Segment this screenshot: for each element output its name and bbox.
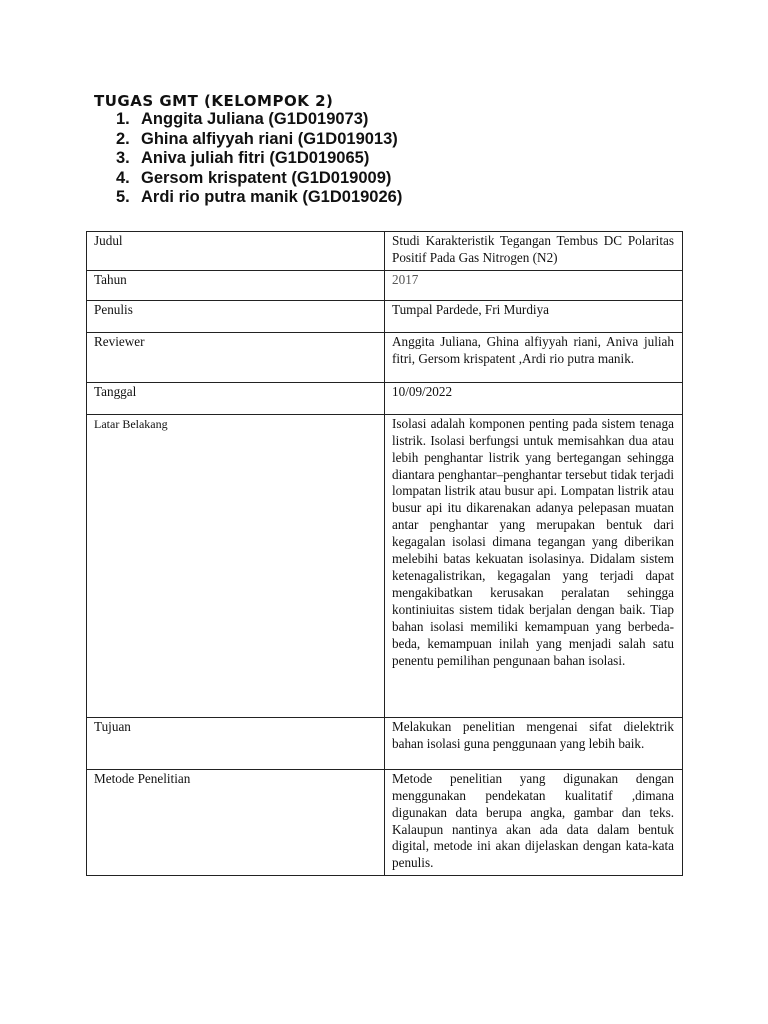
member-name: Anggita Juliana (G1D019073) bbox=[141, 110, 369, 128]
member-number: 2. bbox=[116, 129, 130, 148]
table-row-tujuan bbox=[87, 717, 683, 769]
member-item bbox=[116, 188, 402, 208]
row-label: Latar Belakang bbox=[87, 414, 385, 717]
assignment-heading: TUGAS GMT (KELOMPOK 2) bbox=[94, 92, 334, 110]
table-row-penulis bbox=[87, 300, 683, 332]
row-label: Tanggal bbox=[87, 382, 385, 414]
row-value: 10/09/2022 bbox=[385, 382, 683, 414]
row-value: 2017 bbox=[385, 270, 683, 300]
row-value: Tumpal Pardede, Fri Murdiya bbox=[385, 300, 683, 332]
member-name: Ardi rio putra manik (G1D019026) bbox=[141, 188, 403, 206]
row-label: Judul bbox=[87, 232, 385, 271]
row-label: Metode Penelitian bbox=[87, 769, 385, 875]
table-row-tahun bbox=[87, 270, 683, 300]
row-label: Tujuan bbox=[87, 717, 385, 769]
table-row-latar-belakang bbox=[87, 414, 683, 717]
row-label: Tahun bbox=[87, 270, 385, 300]
member-name: Gersom krispatent (G1D019009) bbox=[141, 168, 392, 187]
table-row-judul bbox=[87, 232, 683, 271]
row-value: Metode penelitian yang digunakan dengan menggunakan pendekatan kualitatif ,dimana digunakan data berupa angka, gambar dan teks. Kalaupun nantinya akan ada data dalam bentuk digital, metode ini akan dijelaskan dengan kata-kata penulis. bbox=[385, 769, 683, 875]
member-list bbox=[116, 110, 402, 208]
member-item bbox=[116, 169, 402, 189]
row-value: Melakukan penelitian mengenai sifat dielektrik bahan isolasi guna penggunaan yang lebih baik. bbox=[385, 717, 683, 769]
member-item bbox=[116, 130, 402, 150]
member-name: Aniva juliah fitri (G1D019065) bbox=[141, 149, 370, 167]
member-number: 5. bbox=[116, 188, 130, 206]
table-row-tanggal bbox=[87, 382, 683, 414]
member-number: 3. bbox=[116, 149, 130, 167]
member-name: Ghina alfiyyah riani (G1D019013) bbox=[141, 129, 398, 148]
row-label: Penulis bbox=[87, 300, 385, 332]
member-number: 1. bbox=[116, 110, 130, 128]
row-value: Studi Karakteristik Tegangan Tembus DC Polaritas Positif Pada Gas Nitrogen (N2) bbox=[385, 232, 683, 271]
member-item bbox=[116, 110, 402, 130]
row-label: Reviewer bbox=[87, 332, 385, 382]
row-value: Anggita Juliana, Ghina alfiyyah riani, Aniva juliah fitri, Gersom krispatent ,Ardi rio putra manik. bbox=[385, 332, 683, 382]
review-table bbox=[86, 231, 683, 876]
row-value: Isolasi adalah komponen penting pada sistem tenaga listrik. Isolasi berfungsi untuk memisahkan dua atau lebih penghantar listrik yang bertegangan sehingga diantara penghantar–penghantar tersebut tidak terjadi lompatan listrik atau busur api. Lompatan listrik atau busur api itu dikarenakan adanya pelepasan muatan antar penghantar yang merupakan bentuk dari kegagalan isolasi dimana tegangan yang diberikan melebihi batas kekuatan isolasinya. Didalam sistem ketenagalistrikan, kegagalan yang terjadi dapat mengakibatkan kerusakan peralatan sehingga kontiniuitas sistem tidak berjalan dengan baik. Tiap bahan isolasi memiliki kemampuan yang berbeda-beda, kemampuan inilah yang menjadi salah satu penentu pemilihan pengunaan bahan isolasi. bbox=[385, 414, 683, 717]
table-row-reviewer bbox=[87, 332, 683, 382]
member-item bbox=[116, 149, 402, 169]
member-number: 4. bbox=[116, 168, 130, 187]
table-row-metode bbox=[87, 769, 683, 875]
